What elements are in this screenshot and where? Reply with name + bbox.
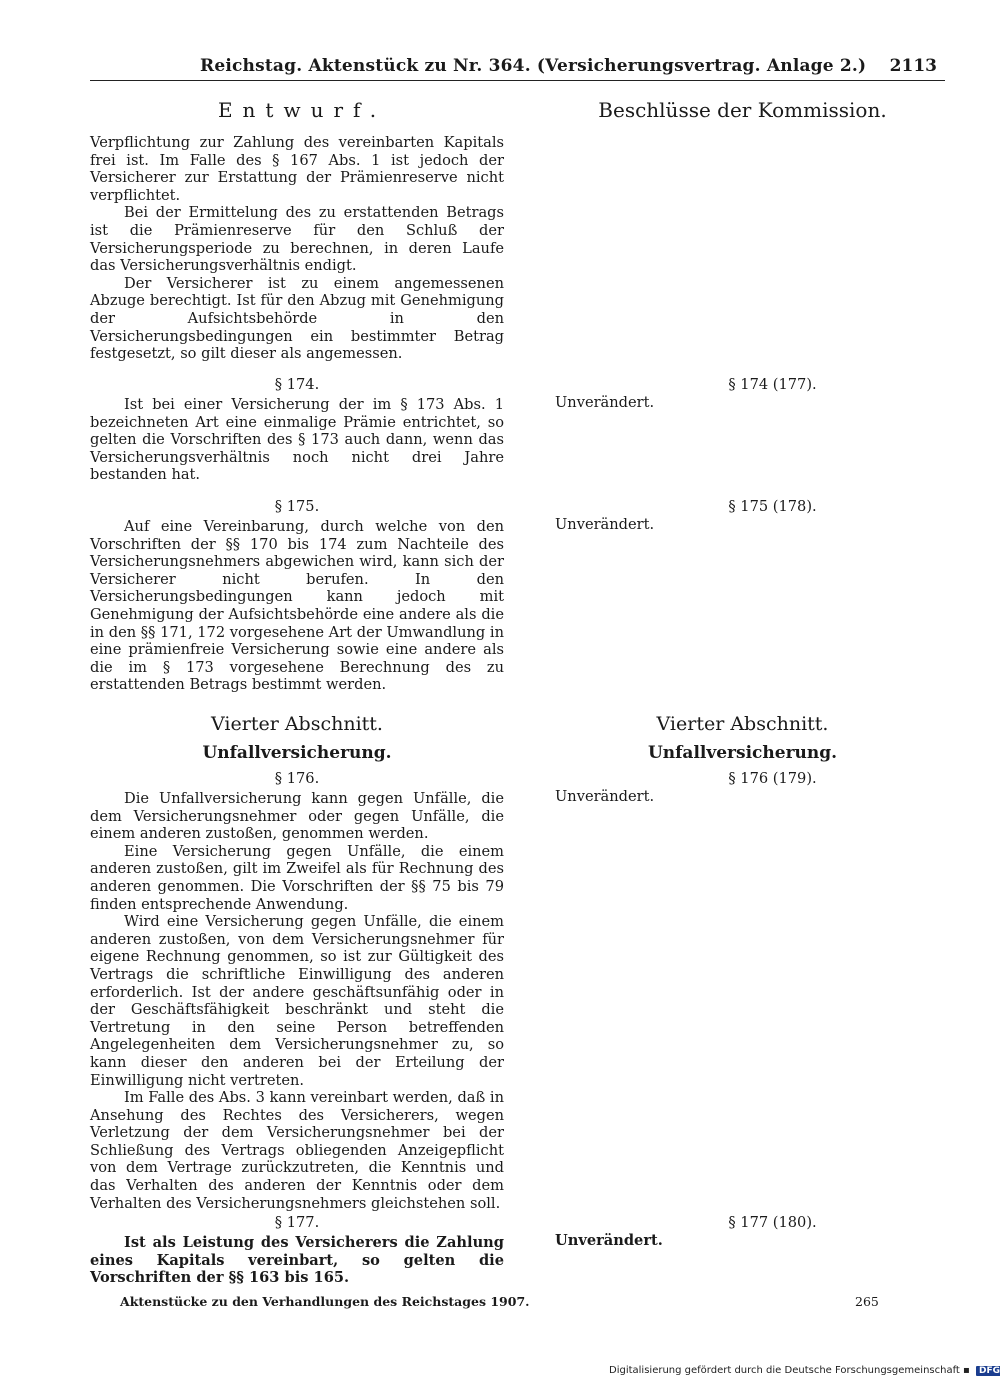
commission-chapter-heading — [555, 712, 910, 764]
section-title: § 177. — [274, 1214, 320, 1231]
digitization-note: Digitalisierung gefördert durch die Deutsche Forschungsgemeinschaft — [609, 1365, 960, 1376]
section-text: Unverändert. — [555, 788, 655, 805]
draft-column-heading: Entwurf. — [217, 98, 387, 122]
section-paragraph: Die Unfallversicherung kann gegen Unfälle, die dem Versicherungsnehmer oder gegen Unfälle, die einem anderen zustoßen, genommen werden. — [90, 790, 504, 843]
section-title: § 176. — [274, 770, 320, 787]
section-paragraph: Wird eine Versicherung gegen Unfälle, die einem anderen zustoßen, von dem Versicherungsnehmer für eigene Rechnung genommen, so ist zur Gültigkeit des Vertrags die schriftliche Einwilligung des anderen erforderlich. Ist der andere geschäftsunfähig oder in der Geschäftsfähigkeit beschränkt und steht die Vertretung in den seine Person betreffenden Angelegenheiten dem Versicherungsnehmer zu, so kann dieser den anderen bei der Erteilung der Einwilligung nicht vertreten. — [90, 913, 504, 1089]
draft-column — [90, 96, 504, 363]
section-paragraph: Im Falle des Abs. 3 kann vereinbart werden, daß in Ansehung des Rechtes des Versicherers, wegen Verletzung der dem Versicherungsnehmer bei der Schließung des Vertrags obliegenden Anzeigepflicht von dem Vertrage zurückzutreten, die Kenntnis und das Verhalten des anderen der Kenntnis oder dem Verhalten des Versicherungsnehmers gleichstehen soll. — [90, 1089, 504, 1212]
section-paragraph: Eine Versicherung gegen Unfälle, die einem anderen zustoßen, gilt im Zweifel als für Rechnung des anderen genommen. Die Vorschriften der §§ 75 bis 79 finden entsprechende Anwendung. — [90, 842, 504, 913]
digitization-credit: Digitalisierung gefördert durch die Deutsche Forschungsgemeinschaft ▪ DFG — [609, 1365, 1000, 1376]
section-title: § 174 (177). — [728, 376, 817, 393]
chapter-title: Unfallversicherung. — [647, 743, 838, 763]
section-text: Unverändert. — [555, 1232, 663, 1249]
section-text: Auf eine Vereinbarung, durch welche von den Vorschriften der §§ 170 bis 174 zum Nachteile des Versicherungsnehmers abgewichen wird, kann sich der Versicherer nicht berufen. In den Versicherungsbedingungen kann jedoch mit Genehmigung der Aufsichtsbehörde eine andere als die in den §§ 171, 172 vorgesehene Art der Umwandlung in eine prämienfreie Versicherung sowie eine andere als die im § 173 vorgesehene Berechnung des zu erstattenden Betrags bestimmt werden. — [90, 518, 504, 694]
page-header — [90, 52, 945, 81]
section-title: § 177 (180). — [728, 1214, 817, 1231]
chapter-title: Unfallversicherung. — [202, 743, 392, 763]
section-text: Ist bei einer Versicherung der im § 173 Abs. 1 bezeichneten Art eine einmalige Prämie entrichtet, so gelten die Vorschriften des § 173 auch dann, wenn das Versicherungsverhältnis noch nicht drei Jahre bestanden hat. — [90, 396, 504, 484]
dfg-logo: DFG — [976, 1366, 1000, 1376]
section-title: § 174. — [274, 376, 320, 393]
draft-section-174 — [90, 376, 504, 484]
section-text: Unverändert. — [555, 516, 655, 533]
section-title: § 176 (179). — [728, 770, 817, 787]
chapter-number: Vierter Abschnitt. — [656, 713, 829, 735]
intro-paragraph: Der Versicherer ist zu einem angemessenen Abzuge berechtigt. Ist für den Abzug mit Genehmigung der Aufsichtsbehörde in den Versicherungsbedingungen ein bestimmter Betrag festgesetzt, so gilt dieser als angemessen. — [90, 274, 504, 363]
commission-section-177 — [555, 1214, 890, 1250]
intro-paragraph: Bei der Ermittelung des zu erstattenden Betrags ist die Prämienreserve für den Schluß der Versicherungsperiode zu berechnen, in deren Laufe das Versicherungsverhältnis endigt. — [90, 204, 504, 275]
footer-sheet-number: 265 — [855, 1294, 879, 1309]
commission-section-174 — [555, 376, 890, 412]
section-text: Unverändert. — [555, 394, 655, 411]
footer-publication: Aktenstücke zu den Verhandlungen des Reichstages 1907. — [120, 1294, 530, 1309]
commission-column — [555, 96, 930, 140]
commission-column-heading: Beschlüsse der Kommission. — [598, 98, 887, 122]
draft-section-175 — [90, 498, 504, 694]
chapter-number: Vierter Abschnitt. — [211, 713, 383, 735]
commission-section-175 — [555, 498, 890, 534]
commission-section-176 — [555, 770, 890, 806]
section-title: § 175. — [274, 498, 320, 515]
intro-paragraph: Verpflichtung zur Zahlung des vereinbarten Kapitals frei ist. Im Falle des § 167 Abs. 1 ist jedoch der Versicherer zur Erstattung der Prämienreserve nicht verpflichtet. — [90, 134, 504, 204]
section-text: Ist als Leistung des Versicherers die Zahlung eines Kapitals vereinbart, so gelten die Vorschriften der §§ 163 bis 165. — [90, 1234, 504, 1287]
draft-section-176 — [90, 770, 504, 1212]
section-title: § 175 (178). — [728, 498, 817, 515]
draft-chapter-heading — [90, 712, 504, 764]
header-title: Reichstag. Aktenstück zu Nr. 364. (Versicherungsvertrag. Anlage 2.) — [200, 56, 867, 76]
draft-section-177 — [90, 1214, 504, 1287]
header-page-number: 2113 — [889, 56, 937, 76]
